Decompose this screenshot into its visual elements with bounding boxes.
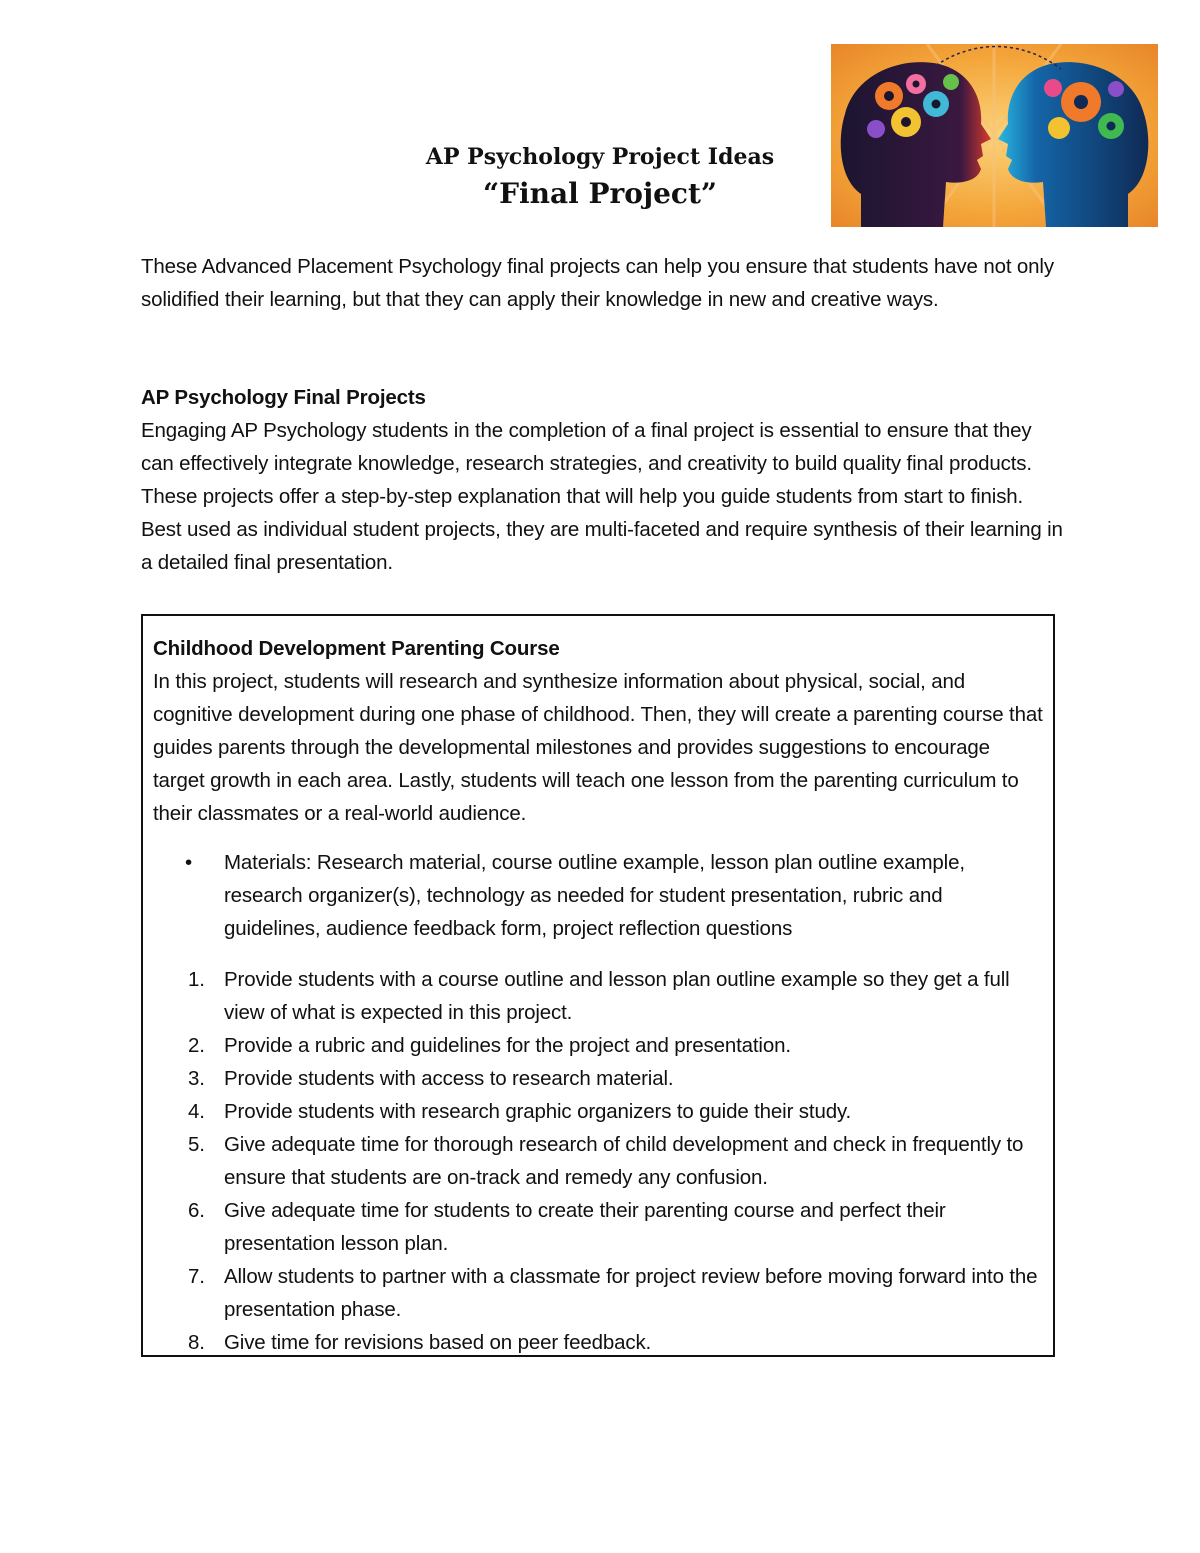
step-number: 5. (188, 1133, 205, 1156)
step-text: Provide students with a course outline and lesson plan outline example so they get a full view of what is expected in this project. (224, 968, 1010, 1024)
bullet-icon: • (185, 851, 193, 874)
step-item (153, 963, 1043, 1029)
step-text: Give time for revisions based on peer feedback. (224, 1331, 652, 1354)
intro-paragraph: These Advanced Placement Psychology final projects can help you ensure that students have not only solidified their learning, but that they can apply their knowledge in new and creative ways. (141, 255, 1054, 311)
project-box (141, 614, 1055, 1357)
step-number: 6. (188, 1199, 205, 1222)
step-item (153, 1095, 1043, 1128)
materials-text: Materials: Research material, course outline example, lesson plan outline example, research organizer(s), technology as needed for student presentation, rubric and guidelines, audience feedback form, project reflection questions (224, 851, 965, 940)
step-text: Provide a rubric and guidelines for the project and presentation. (224, 1034, 791, 1057)
section-heading: AP Psychology Final Projects (141, 386, 426, 409)
step-number: 4. (188, 1100, 205, 1123)
step-text: Allow students to partner with a classmate for project review before moving forward into the presentation phase. (224, 1265, 1038, 1321)
step-text: Provide students with access to research material. (224, 1067, 674, 1090)
step-number: 2. (188, 1034, 205, 1057)
title-block (380, 140, 820, 214)
step-item (153, 1326, 1043, 1359)
step-item (153, 1062, 1043, 1095)
two-heads-gears-illustration (831, 44, 1158, 227)
step-number: 7. (188, 1265, 205, 1288)
step-text: Give adequate time for students to create their parenting course and perfect their presentation lesson plan. (224, 1199, 946, 1255)
step-text: Provide students with research graphic organizers to guide their study. (224, 1100, 852, 1123)
step-number: 3. (188, 1067, 205, 1090)
project-heading: Childhood Development Parenting Course (153, 637, 560, 660)
materials-list-item (153, 846, 1043, 945)
project-description: In this project, students will research and synthesize information about physical, social, and cognitive development during one phase of childhood. Then, they will create a parenting course that guides parents through the developmental milestones and provides suggestions to encourage target growth in each area. Lastly, students will teach one lesson from the parenting curriculum to their classmates or a real-world audience. (153, 670, 1043, 825)
step-item (153, 1128, 1043, 1194)
steps-list (153, 963, 1043, 1359)
step-item (153, 1194, 1043, 1260)
step-item (153, 1260, 1043, 1326)
section-paragraph: Engaging AP Psychology students in the completion of a final project is essential to ensure that they can effectively integrate knowledge, research strategies, and creativity to build quality final products. These projects offer a step-by-step explanation that will help you guide students from start to finish. Best used as individual student projects, they are multi-faceted and require synthesis of their learning in a detailed final presentation. (141, 419, 1063, 574)
step-number: 8. (188, 1331, 205, 1354)
step-item (153, 1029, 1043, 1062)
document-title: AP Psychology Project Ideas (425, 144, 775, 170)
document-subtitle: “Final Project” (482, 177, 718, 210)
step-number: 1. (188, 968, 205, 991)
step-text: Give adequate time for thorough research of child development and check in frequently to ensure that students are on-track and remedy any confusion. (224, 1133, 1024, 1189)
